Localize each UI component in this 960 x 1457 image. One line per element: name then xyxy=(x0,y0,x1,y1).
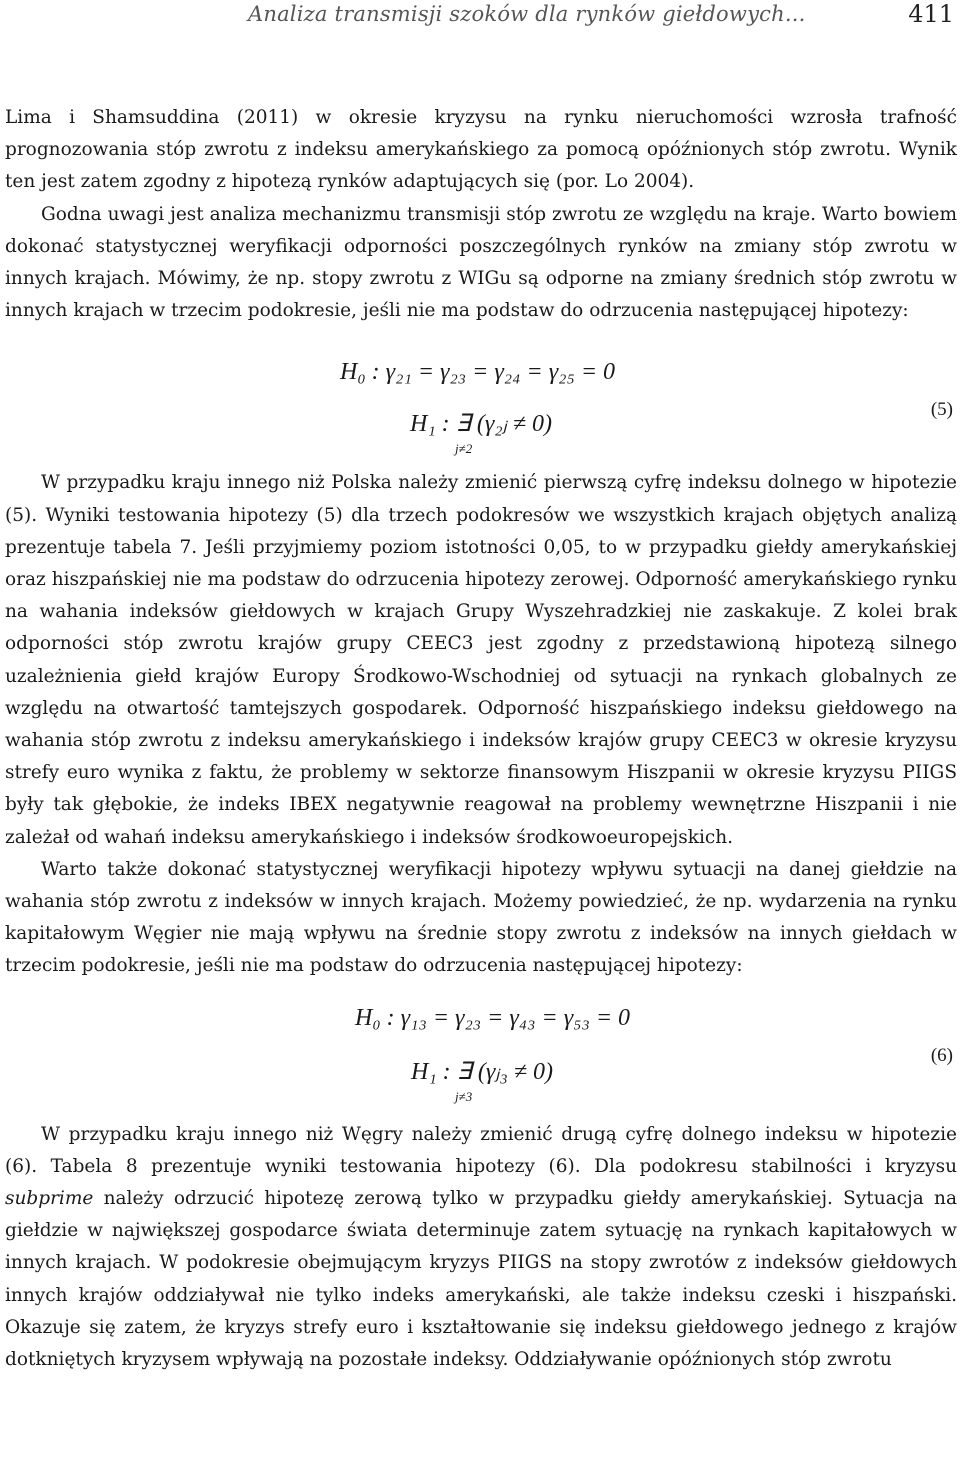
paragraph: Godna uwagi jest analiza mechanizmu transmisji stóp zwrotu ze względu na kraje. Warto bowiem dokonać statystycznej weryfikacji odporności poszczególnych rynków na zmiany stóp zwrotu w innych krajach. Mówimy, że np. stopy zwrotu z WIGu są odporne na zmiany średnich stóp zwrotu w innych krajach w trzecim podokresie, jeśli nie ma podstaw do odrzucenia następującej hipotezy: xyxy=(5,203,957,322)
formula-h0: H₀ : γ₂₁ = γ₂₃ = γ₂₄ = γ₂₅ = 0 xyxy=(340,359,616,386)
paragraph-text: należy odrzucić hipotezę zerową tylko w przypadku giełdy amerykańskiej. Sytuacja na giełdzie w największej gospodarce świata determinuje zatem sytuację na rynkach kapitałowych w innych krajach. W podokresie obejmującym kryzys PIIGS na stopy zwrotów z indeksów giełdowych innych krajów oddziaływał nie tylko indeks amerykański, ale także indeksu czeski i hiszpański. Okazuje się zatem, że kryzys strefy euro i kształtowanie się indeksu giełdowego jednego z krajów dotkniętych kryzysem wpływają na pozostałe indeksy. Oddziaływanie opóźnionych stóp zwrotu xyxy=(5,1188,957,1371)
formula-h1: H₁ : ∃ (γⱼ₃ ≠ 0) xyxy=(411,1058,553,1085)
exists-subscript: j≠2 xyxy=(455,441,473,457)
exists-subscript: j≠3 xyxy=(455,1088,473,1104)
italic-term: subprime xyxy=(5,1188,94,1210)
equation-number: (6) xyxy=(930,1044,953,1066)
paragraph: Lima i Shamsuddina (2011) w okresie kryzysu na rynku nieruchomości wzrosła trafność prognozowania stóp zwrotu z indeksu amerykańskiego za pomocą opóźnionych stóp zwrotu. Wynik ten jest zatem zgodny z hipotezą rynków adaptujących się (por. Lo 2004). xyxy=(5,107,957,193)
equation-6 xyxy=(5,983,957,1119)
paragraph: W przypadku kraju innego niż Polska należy zmienić pierwszą cyfrę indeksu dolnego w hipotezie (5). Wyniki testowania hipotezy (5) dla trzech podokresów we wszystkich krajach objętych analizą prezentuje tabela 7. Jeśli przyjmiemy poziom istotności 0,05, to w przypadku giełdy amerykańskiej oraz hiszpańskiej nie ma podstaw do odrzucenia hipotezy zerowej. Odporność amerykańskiego rynku na wahania indeksów giełdowych w krajach Grupy Wyszehradzkiej nie zaskakuje. Z kolei brak odporności stóp zwrotu krajów grupy CEEC3 jest zgodny z przedstawioną hipotezą silnego uzależnienia giełd krajów Europy Środkowo-Wschodniej od sytuacji na rynkach globalnych ze względu na otwartość tamtejszych gospodarek. Odporność hiszpańskiego indeksu giełdowego na wahania stóp zwrotu z indeksu amerykańskiego i indeksów krajów grupy CEEC3 w okresie kryzysu strefy euro wynika z faktu, że problemy w sektorze finansowym Hiszpanii w okresie kryzysu PIIGS były tak głębokie, że indeks IBEX negatywnie reagował na problemy wewnętrzne Hiszpanii i nie zależał od wahań indeksu amerykańskiego i indeksów środkowoeuropejskich. xyxy=(5,472,957,848)
page-body xyxy=(5,102,957,1376)
formula-h1: H₁ : ∃ (γ₂ⱼ ≠ 0) xyxy=(410,411,552,438)
page-number: 411 xyxy=(908,0,954,28)
equation-number: (5) xyxy=(930,399,953,421)
running-title: Analiza transmisji szoków dla rynków giełdowych... xyxy=(248,2,806,26)
equation-5 xyxy=(5,327,957,467)
formula-h0: H₀ : γ₁₃ = γ₂₃ = γ₄₃ = γ₅₃ = 0 xyxy=(355,1004,631,1031)
paragraph xyxy=(5,1119,957,1377)
paragraph-text: W przypadku kraju innego niż Węgry należy zmienić drugą cyfrę dolnego indeksu w hipotezie (6). Tabela 8 prezentuje wyniki testowania hipotezy (6). Dla podokresu stabilności i kryzysu xyxy=(5,1123,957,1177)
page-header xyxy=(0,0,960,44)
paragraph: Warto także dokonać statystycznej weryfikacji hipotezy wpływu sytuacji na danej giełdzie na wahania stóp zwrotu z indeksów w innych krajach. Możemy powiedzieć, że np. wydarzenia na rynku kapitałowym Węgier nie mają wpływu na średnie stopy zwrotu z indeksów na innych giełdach w trzecim podokresie, jeśli nie ma podstaw do odrzucenia następującej hipotezy: xyxy=(5,858,957,977)
